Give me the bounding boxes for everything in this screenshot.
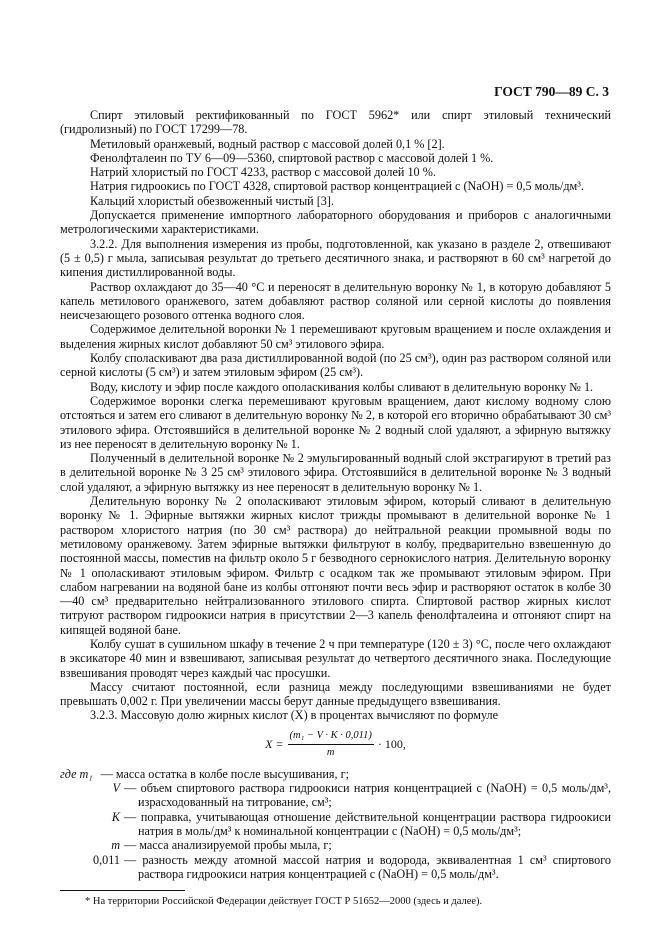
definition-item (60, 781, 611, 810)
paragraph: Фенолфталеин по ТУ 6—09—5360, спиртовой раствор с массовой долей 1 %. (90, 150, 494, 165)
definition-item (60, 853, 611, 882)
paragraph: Раствор охлаждают до 35—40 °С и переносят в делительную воронку № 1, в которую добавляют 5 капель метилового оранжевого, затем добавляют раствор соляной или серной кислоты до появления неисчезающего розового оттенка водного слоя. (60, 279, 611, 323)
paragraph: Натрий хлористый по ГОСТ 4233, раствор с массовой долей 10 %. (90, 165, 436, 180)
paragraph: Натрия гидроокись по ГОСТ 4328, спиртовой раствор концентрацией с (NaOH) = 0,5 моль/дм³. (90, 179, 584, 194)
footnote-divider (60, 890, 185, 891)
paragraph: Метиловый оранжевый, водный раствор с массовой долей 0,1 % [2]. (90, 136, 445, 151)
paragraph: Делительную воронку № 2 ополаскивают этиловым эфиром, который сливают в делительную воронку № 1. Эфирные вытяжки жирных кислот трижды промывают в делительной воронке № 1 раствором хлористого натрия (по 30 см³ раствора) до нейтральной реакции промывной воды по метиловому оранжевому. Затем эфирные вытяжки фильтруют в колбу, предварительно взвешенную до постоянной массы, поместив на фильтр около 5 г безводного сернокислого натрия. Делительную воронку № 1 ополаскивают этиловым эфиром. Фильтр с осадком так же промывают этиловым эфиром. При слабом нагревании на водяной бане из колбы отгоняют почти весь эфир и растворяют остаток в колбе 30—40 см³ предварительно нейтрализованного этилового спирта. Спиртовой раствор жирных кислот титруют раствором гидроокиси натрия в присутствии 2—3 капель фенолфталеина и отгоняют спирт на кипящей водяной бане. (60, 494, 611, 637)
definition-item (60, 838, 611, 852)
formula (60, 729, 611, 761)
paragraph: Воду, кислоту и эфир после каждого ополаскивания колбы сливают в делительную воронку № 1. (90, 379, 594, 394)
paragraph: Кальций хлористый обезвоженный чистый [3]. (90, 193, 334, 208)
paragraph: 3.2.3. Массовую долю жирных кислот (X) в процентах вычисляют по формуле (90, 708, 498, 723)
footnote: * На территории Российской Федерации действует ГОСТ Р 51652—2000 (здесь и далее). (85, 896, 483, 908)
paragraph: 3.2.2. Для выполнения измерения из пробы, подготовленной, как указано в разделе 2, отвешивают (5 ± 0,5) г мыла, записывая результат до третьего десятичного знака, и растворяют в 60 см³ нагретой до кипения дистиллированной воды. (60, 236, 611, 280)
definition-item (60, 767, 611, 781)
paragraph: Полученный в делительной воронке № 2 эмульгированный водный слой экстрагируют в третий раз в делительной воронке № 3 25 см³ этилового эфира. Отстоявшийся в делительной воронке № 3 водный слой удаляют, а эфирную вытяжку из нее переносят в делительную воронку № 1. (60, 451, 611, 494)
formula-denominator: m (326, 747, 335, 759)
formula-numerator: (m₁ − V · K · 0,011) (288, 729, 374, 745)
paragraph: Допускается применение импортного лабораторного оборудования и приборов с аналогичными метрологическими характеристиками. (60, 208, 611, 237)
definition-text: — разность между атомной массой натрия и водорода, эквивалентная 1 см³ спиртового раствора гидроокиси натрия концентрацией с (NaOH) = 0,5 моль/дм³. (124, 852, 611, 881)
definition-text: — масса анализируемой пробы мыла, г; (124, 838, 332, 853)
definition-item (60, 810, 611, 839)
variable-definitions (60, 767, 611, 881)
paragraph: Содержимое воронки слегка перемешивают круговым вращением, дают кислому водному слою отстояться и затем его сливают в делительную воронку № 2, в которой его вторично обрабатывают 30 см³ этилового эфира. Отстоявшийся в делительной воронке № 2 водный слой удаляют, а эфирную вытяжку из нее переносят в делительную воронку № 1. (60, 393, 611, 451)
formula-rhs: · 100, (377, 737, 406, 752)
paragraph: Содержимое делительной воронки № 1 перемешивают круговым вращением и после охлаждения и выделения жирных кислот добавляют 50 см³ этилового эфира. (60, 322, 611, 351)
definition-symbol: K (111, 809, 120, 824)
definition-symbol: V (112, 781, 120, 796)
definition-symbol: m (111, 838, 120, 853)
paragraph: Колбу сушат в сушильном шкафу в течение 2 ч при температуре (120 ± 3) °С, после чего охлаждают в эксикаторе 40 мин и взвешивают, записывая результат до четвертого десятичного знака. Последующие взвешивания проводят через каждый час просушки. (60, 636, 611, 680)
formula-lhs: X = (265, 737, 284, 752)
document-body (60, 108, 611, 909)
definition-symbol: 0,011 (93, 852, 120, 867)
paragraph: Колбу споласкивают два раза дистиллированной водой (по 25 см³), один раз раствором соляной или серной кислоты (5 см³) и затем этиловым эфиром (25 см³). (60, 351, 611, 380)
definition-symbol: где m₁ (60, 766, 93, 781)
definition-text: — объем спиртового раствора гидроокиси натрия концентрацией с (NaOH) = 0,5 моль/дм³, израсходованный на титрование, см³; (124, 781, 611, 810)
running-header: ГОСТ 790—89 С. 3 (494, 84, 609, 99)
definition-text: — масса остатка в колбе после высушивания, г; (100, 766, 349, 781)
definition-text: — поправка, учитывающая отношение действительной концентрации раствора гидроокиси натрия в моль/дм³ к номинальной концентрации с (NaOH) = 0,5 моль/дм³; (124, 809, 611, 838)
paragraph: Спирт этиловый ректификованный по ГОСТ 5962* или спирт этиловый технический (гидролизный) по ГОСТ 17299—78. (60, 108, 611, 137)
paragraph: Массу считают постоянной, если разница между последующими взвешиваниями не будет превышать 0,002 г. При увеличении массы берут данные предыдущего взвешивания. (60, 679, 611, 709)
formula-fraction (288, 729, 374, 761)
